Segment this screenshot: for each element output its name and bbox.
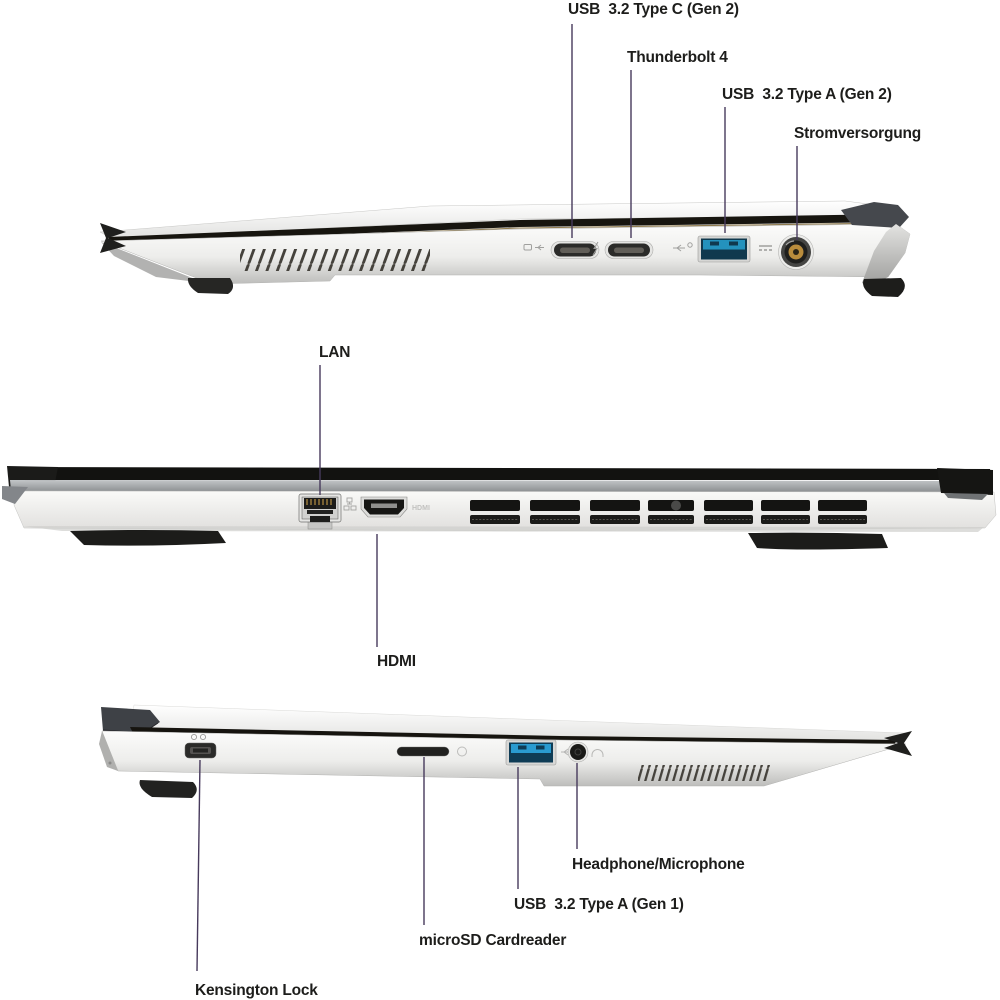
rear-foot (863, 278, 905, 297)
microsd-slot (397, 747, 449, 756)
label-power: Stromversorgung (794, 125, 922, 142)
leader-line-kensington (197, 760, 200, 971)
hdmi-engraving: HDMI (412, 505, 430, 512)
vent-slits (240, 249, 430, 271)
rubber-foot (188, 278, 233, 294)
label-usb-a-gen2: USB 3.2 Type A (Gen 2) (722, 86, 892, 103)
fan-roller (671, 501, 681, 511)
metal-strip (10, 480, 993, 492)
rubber-foot (140, 780, 197, 798)
label-thunderbolt4: Thunderbolt 4 (627, 49, 728, 66)
label-usb-c-gen2: USB 3.2 Type C (Gen 2) (568, 1, 739, 18)
thunderbolt-port (605, 242, 653, 259)
hdmi-port (361, 497, 407, 517)
label-usb-a-gen1: USB 3.2 Type A (Gen 1) (514, 896, 684, 913)
label-headphone: Headphone/Microphone (572, 856, 745, 873)
label-lan: LAN (319, 344, 351, 361)
left-foot (70, 530, 226, 546)
vent-slits (638, 765, 770, 781)
chassis-dot (109, 762, 112, 765)
usb-a-port (698, 236, 750, 262)
right-hinge-cap (937, 468, 993, 495)
label-microsd: microSD Cardreader (419, 932, 567, 949)
laptop-left-side-view (99, 705, 912, 798)
label-kensington: Kensington Lock (195, 982, 318, 999)
label-hdmi: HDMI (377, 653, 416, 670)
right-foot (748, 533, 888, 550)
kensington-lock-slot (185, 743, 216, 758)
lid-top-bar (12, 467, 992, 480)
dc-power-jack (779, 235, 814, 270)
usb-a-port (506, 740, 556, 765)
laptop-back-view (2, 466, 996, 550)
headphone-jack (568, 742, 588, 762)
laptop-right-side-view (100, 201, 910, 297)
usb-c-port (551, 242, 599, 259)
